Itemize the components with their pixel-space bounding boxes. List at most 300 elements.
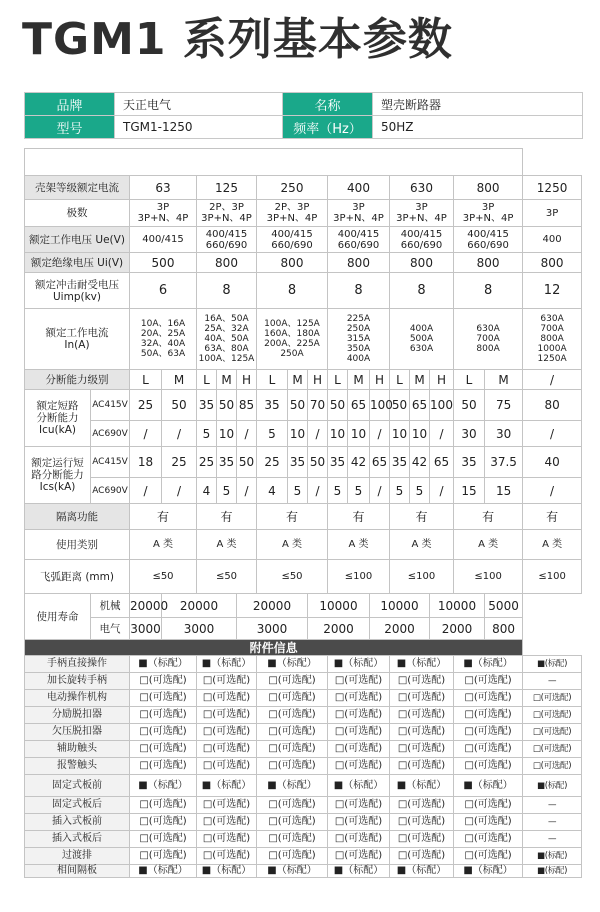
breaking-level-label: 分断能力级别 [25, 370, 130, 390]
cell-line: 3P [352, 202, 365, 213]
life-mech-value: 20000 [162, 594, 237, 618]
icu-ac415-value: 50 [328, 390, 348, 421]
accessory-value: ■（标配） [257, 775, 328, 797]
isolation-value: 有 [197, 504, 257, 530]
accessory-value: ■（标配） [454, 775, 523, 797]
accessory-value: □(可选配) [328, 741, 390, 758]
icu-ac690-row [25, 421, 582, 447]
in-row [25, 309, 582, 370]
cell-line: 800A [476, 344, 500, 354]
icu-ac690-value: 10 [328, 421, 348, 447]
icu-ac415-value: 35 [197, 390, 217, 421]
cell-line: 10A、16A [140, 319, 186, 329]
accessory-value: □(可选配) [130, 741, 197, 758]
cell-line: 20A、25A [140, 329, 186, 339]
category-value: A 类 [454, 530, 523, 560]
accessory-value: □(可选配) [328, 707, 390, 724]
ics-label [25, 447, 91, 504]
accessory-value: □(可选配) [328, 724, 390, 741]
brand-label: 品牌 [25, 93, 115, 116]
life-elec-value: 3000 [237, 618, 308, 640]
accessory-value: □(可选配) [130, 690, 197, 707]
accessory-value: ■（标配） [257, 865, 328, 878]
accessory-value: □(可选配) [257, 848, 328, 865]
icu-ac415-value: 35 [257, 390, 288, 421]
model-label: 型号 [25, 116, 115, 139]
cell-line: 225A [346, 314, 371, 324]
cell-line: 660/690 [337, 239, 380, 251]
ics-ac690-value: 5 [410, 478, 430, 504]
accessory-value: — [523, 797, 582, 814]
cell-line: 3P [415, 202, 428, 213]
cell-line: 1250A [537, 354, 567, 364]
accessory-value: □(可选配) [197, 724, 257, 741]
accessory-value: □(可选配) [197, 741, 257, 758]
ui-row [25, 253, 582, 273]
cell-line: 100A、125A [264, 319, 320, 329]
cell-line: 3P+N、4P [462, 213, 514, 224]
breaking-level-value: / [523, 370, 582, 390]
cell-line: 25A、32A [204, 324, 249, 334]
uimp-label [25, 273, 130, 309]
icu-ac415-row [25, 390, 582, 421]
icu-ac415-value: 100 [430, 390, 454, 421]
cell-line: 63A、80A [204, 344, 249, 354]
ui-label: 额定绝缘电压 Ui(V) [25, 253, 130, 273]
accessory-label: 电动操作机构 [25, 690, 130, 707]
life-mech-value: 10000 [370, 594, 430, 618]
accessory-value: □(可选配) [523, 724, 582, 741]
icu-ac690-value: / [162, 421, 197, 447]
breaking-level-value: H [237, 370, 257, 390]
accessory-value: □(可选配) [390, 758, 454, 775]
ue-value [328, 227, 390, 253]
accessory-row [25, 707, 582, 724]
frame-current-row [25, 176, 582, 200]
frame-value: 400 [328, 176, 390, 200]
cell-line: 3P [545, 207, 559, 219]
accessory-row [25, 865, 582, 878]
isolation-label: 隔离功能 [25, 504, 130, 530]
cell-line: 700A [540, 324, 564, 334]
life-elec-row [25, 618, 582, 640]
accessory-label: 插入式板前 [25, 814, 130, 831]
name-label: 名称 [283, 93, 373, 116]
ui-value: 800 [197, 253, 257, 273]
accessory-header-row [25, 640, 582, 656]
poles-value [523, 200, 582, 227]
isolation-value: 有 [390, 504, 454, 530]
accessory-value: □(可选配) [328, 797, 390, 814]
accessory-row [25, 656, 582, 673]
accessory-row [25, 741, 582, 758]
accessory-value: ■（标配） [328, 775, 390, 797]
breaking-level-value: H [308, 370, 328, 390]
isolation-value: 有 [523, 504, 582, 530]
frequency-value: 50HZ [373, 116, 583, 139]
cell-line: Ics(kA) [39, 481, 76, 493]
icu-ac415-value: 75 [485, 390, 523, 421]
cell-line: 400/415 [467, 228, 509, 240]
accessory-value: □(可选配) [523, 758, 582, 775]
cell-line: 3P+N、4P [266, 213, 318, 224]
accessory-row [25, 724, 582, 741]
accessory-value: □(可选配) [454, 797, 523, 814]
blank-row [25, 149, 582, 176]
accessory-value: □(可选配) [454, 848, 523, 865]
model-value: TGM1-1250 [115, 116, 283, 139]
in-value [328, 309, 390, 370]
cell-line: 660/690 [205, 239, 248, 251]
cell-line: 250A [346, 324, 371, 334]
ue-value [197, 227, 257, 253]
accessory-value: ■（标配） [390, 865, 454, 878]
category-value: A 类 [523, 530, 582, 560]
uimp-value: 8 [328, 273, 390, 309]
cell-line: In(A) [64, 339, 90, 351]
cell-line: 额定短路 [36, 400, 79, 412]
accessory-value: — [523, 831, 582, 848]
icu-ac690-value: / [237, 421, 257, 447]
frame-value: 800 [454, 176, 523, 200]
info-row [25, 93, 583, 116]
life-mech-value: 10000 [430, 594, 485, 618]
in-value [257, 309, 328, 370]
ui-value: 800 [454, 253, 523, 273]
accessory-value: ■（标配） [390, 656, 454, 673]
poles-value [197, 200, 257, 227]
icu-ac690-label: AC690V [91, 421, 130, 447]
accessory-value: ■（标配） [454, 865, 523, 878]
cell-line: 630A [540, 314, 564, 324]
life-elec-value: 2000 [430, 618, 485, 640]
ics-ac415-value: 35 [288, 447, 308, 478]
cell-line: 3P+N、4P [201, 213, 252, 224]
breaking-level-value: L [454, 370, 485, 390]
isolation-value: 有 [130, 504, 197, 530]
cell-line: 660/690 [467, 239, 509, 251]
cell-line: 50A、63A [140, 349, 186, 359]
isolation-row [25, 504, 582, 530]
in-value [390, 309, 454, 370]
icu-ac690-value: 10 [288, 421, 308, 447]
accessory-value: ■（标配） [130, 865, 197, 878]
arc-label: 飞弧距离 (mm) [25, 560, 130, 594]
icu-ac690-value: / [308, 421, 328, 447]
accessory-value: □(可选配) [328, 814, 390, 831]
icu-ac690-value: 10 [390, 421, 410, 447]
accessory-row [25, 673, 582, 690]
accessory-value: — [523, 673, 582, 690]
accessory-value: □(可选配) [454, 690, 523, 707]
cell-line: 660/690 [271, 239, 313, 251]
in-label [25, 309, 130, 370]
life-elec-value: 2000 [308, 618, 370, 640]
icu-ac415-value: 25 [130, 390, 162, 421]
cell-line: 3P [481, 202, 495, 213]
accessory-value: □(可选配) [328, 848, 390, 865]
cell-line: 2P、3P [274, 202, 310, 213]
ics-ac690-value: 5 [217, 478, 237, 504]
accessory-label: 插入式板后 [25, 831, 130, 848]
accessory-value: □(可选配) [130, 673, 197, 690]
breaking-level-value: M [410, 370, 430, 390]
accessory-value: □(可选配) [197, 707, 257, 724]
cell-line: 100A、125A [198, 354, 255, 364]
ics-ac415-value: 35 [217, 447, 237, 478]
accessory-value: — [523, 814, 582, 831]
accessory-value: □(可选配) [257, 673, 328, 690]
cell-line: 32A、40A [140, 339, 186, 349]
cell-line: Icu(kA) [39, 424, 76, 436]
accessory-row [25, 775, 582, 797]
in-value [454, 309, 523, 370]
arc-value: ≤100 [328, 560, 390, 594]
cell-line: 350A [346, 344, 371, 354]
accessory-value: ■（标配） [454, 656, 523, 673]
accessory-value: □(可选配) [257, 814, 328, 831]
breaking-level-value: L [390, 370, 410, 390]
icu-ac690-value: / [523, 421, 582, 447]
life-elec-value: 3000 [162, 618, 237, 640]
accessory-value: □(可选配) [197, 814, 257, 831]
ics-ac415-value: 50 [237, 447, 257, 478]
life-mech-value: 20000 [130, 594, 162, 618]
icu-ac690-value: 10 [348, 421, 370, 447]
ics-ac415-value: 37.5 [485, 447, 523, 478]
breaking-level-value: M [162, 370, 197, 390]
ics-ac690-value: / [523, 478, 582, 504]
icu-ac415-value: 50 [390, 390, 410, 421]
uimp-value: 8 [197, 273, 257, 309]
ics-ac415-value: 25 [162, 447, 197, 478]
ue-value [130, 227, 197, 253]
cell-line: 额定工作电流 [45, 327, 109, 339]
icu-ac690-value: 5 [257, 421, 288, 447]
accessory-value: □(可选配) [328, 673, 390, 690]
uimp-row [25, 273, 582, 309]
icu-ac415-value: 50 [288, 390, 308, 421]
poles-value [257, 200, 328, 227]
ics-ac690-value: / [308, 478, 328, 504]
accessory-label: 固定式板前 [25, 775, 130, 797]
ics-ac415-value: 25 [257, 447, 288, 478]
accessory-value: □(可选配) [130, 848, 197, 865]
ue-value [454, 227, 523, 253]
frame-value: 250 [257, 176, 328, 200]
icu-label [25, 390, 91, 447]
cell-line: 400/415 [271, 228, 313, 240]
cell-line: 660/690 [400, 239, 443, 251]
accessory-label: 过渡排 [25, 848, 130, 865]
accessory-value: □(可选配) [257, 797, 328, 814]
isolation-value: 有 [454, 504, 523, 530]
frequency-label: 频率（Hz） [283, 116, 373, 139]
life-elec-value: 2000 [370, 618, 430, 640]
breaking-level-value: M [485, 370, 523, 390]
life-mech-label: 机械 [91, 594, 130, 618]
icu-ac690-value: 30 [454, 421, 485, 447]
ics-ac415-value: 50 [308, 447, 328, 478]
category-value: A 类 [328, 530, 390, 560]
life-label: 使用寿命 [25, 594, 91, 640]
cell-line: 2P、3P [209, 202, 244, 213]
poles-label: 极数 [25, 200, 130, 227]
cell-line: 400 [542, 234, 562, 245]
cell-line: 1000A [537, 344, 567, 354]
ics-ac415-value: 18 [130, 447, 162, 478]
cell-line: 3P+N、4P [137, 213, 189, 224]
cell-line: 630A [476, 324, 500, 334]
accessory-value: □(可选配) [257, 690, 328, 707]
ics-ac690-value: / [430, 478, 454, 504]
cell-line: 400/415 [337, 228, 380, 240]
breaking-level-value: L [197, 370, 217, 390]
ics-ac415-value: 35 [454, 447, 485, 478]
breaking-level-value: H [430, 370, 454, 390]
ics-ac415-value: 65 [370, 447, 390, 478]
ics-ac415-value: 42 [410, 447, 430, 478]
frame-value: 630 [390, 176, 454, 200]
ics-ac690-value: 5 [390, 478, 410, 504]
accessory-value: □(可选配) [130, 814, 197, 831]
poles-value [328, 200, 390, 227]
accessory-value: □(可选配) [257, 707, 328, 724]
arc-value: ≤100 [523, 560, 582, 594]
icu-ac415-value: 70 [308, 390, 328, 421]
life-mech-value: 5000 [485, 594, 523, 618]
info-row [25, 116, 583, 139]
blank-cell [25, 149, 523, 176]
accessory-value: □(可选配) [130, 724, 197, 741]
poles-value [390, 200, 454, 227]
cell-line: 315A [346, 334, 371, 344]
life-mech-row [25, 594, 582, 618]
in-value [130, 309, 197, 370]
ics-ac690-value: 4 [257, 478, 288, 504]
cell-line: 额定运行短 [31, 457, 84, 469]
cell-line: 250A [280, 349, 304, 359]
cell-line: 500A [409, 334, 434, 344]
frame-value: 1250 [523, 176, 582, 200]
accessory-value: ■（标配） [197, 656, 257, 673]
accessory-value: ■(标配) [523, 656, 582, 673]
icu-ac415-value: 50 [454, 390, 485, 421]
poles-row [25, 200, 582, 227]
page-title: TGM1 系列基本参数 [22, 14, 453, 65]
product-info-table [24, 92, 583, 139]
ui-value: 500 [130, 253, 197, 273]
accessory-value: ■（标配） [130, 775, 197, 797]
ui-value: 800 [257, 253, 328, 273]
accessory-value: ■(标配) [523, 775, 582, 797]
accessory-value: ■（标配） [328, 656, 390, 673]
icu-ac690-value: / [370, 421, 390, 447]
breaking-level-value: M [217, 370, 237, 390]
ics-ac415-value: 35 [390, 447, 410, 478]
cell-line: 400/415 [142, 234, 184, 245]
accessory-value: □(可选配) [390, 707, 454, 724]
poles-value [130, 200, 197, 227]
accessory-row [25, 690, 582, 707]
ics-ac690-value: / [370, 478, 390, 504]
icu-ac690-value: / [130, 421, 162, 447]
category-value: A 类 [197, 530, 257, 560]
cell-line: 40A、50A [204, 334, 249, 344]
cell-line: 额定冲击耐受电压 [35, 278, 119, 291]
life-elec-value: 800 [485, 618, 523, 640]
accessory-value: □(可选配) [197, 831, 257, 848]
ics-ac415-value: 65 [430, 447, 454, 478]
category-value: A 类 [390, 530, 454, 560]
icu-ac690-value: / [430, 421, 454, 447]
accessory-value: □(可选配) [328, 831, 390, 848]
parameter-table [24, 148, 582, 878]
cell-line: 200A、225A [264, 339, 320, 349]
cell-line: 路分断能力 [31, 469, 84, 481]
frame-value: 63 [130, 176, 197, 200]
ui-value: 800 [328, 253, 390, 273]
accessory-label: 加长旋转手柄 [25, 673, 130, 690]
accessory-value: □(可选配) [454, 707, 523, 724]
accessory-row [25, 814, 582, 831]
accessory-label: 报警触头 [25, 758, 130, 775]
accessory-value: □(可选配) [130, 758, 197, 775]
breaking-level-value: M [288, 370, 308, 390]
ue-row [25, 227, 582, 253]
cell-line: 16A、50A [204, 314, 249, 324]
cell-line: 630A [409, 344, 434, 354]
accessory-value: □(可选配) [454, 741, 523, 758]
life-elec-label: 电气 [91, 618, 130, 640]
cell-line: 800A [540, 334, 564, 344]
arc-value: ≤100 [390, 560, 454, 594]
icu-ac415-value: 65 [410, 390, 430, 421]
accessory-value: □(可选配) [197, 690, 257, 707]
accessory-value: □(可选配) [390, 814, 454, 831]
category-value: A 类 [257, 530, 328, 560]
ics-ac690-row [25, 478, 582, 504]
cell-line: 700A [476, 334, 500, 344]
name-value: 塑壳断路器 [373, 93, 583, 116]
ics-ac415-value: 25 [197, 447, 217, 478]
cell-line: 3P+N、4P [396, 213, 447, 224]
icu-ac690-value: 10 [410, 421, 430, 447]
isolation-value: 有 [328, 504, 390, 530]
accessory-value: ■（标配） [130, 656, 197, 673]
ui-value: 800 [523, 253, 582, 273]
accessory-value: ■(标配) [523, 848, 582, 865]
accessory-value: □(可选配) [257, 758, 328, 775]
accessory-value: □(可选配) [197, 848, 257, 865]
ics-ac415-row [25, 447, 582, 478]
ics-ac690-value: 5 [348, 478, 370, 504]
accessory-value: □(可选配) [390, 673, 454, 690]
accessory-value: □(可选配) [390, 831, 454, 848]
ui-value: 800 [390, 253, 454, 273]
icu-ac415-value: 80 [523, 390, 582, 421]
category-row [25, 530, 582, 560]
accessory-value: □(可选配) [454, 831, 523, 848]
accessory-value: □(可选配) [390, 741, 454, 758]
icu-ac415-value: 65 [348, 390, 370, 421]
icu-ac415-value: 85 [237, 390, 257, 421]
cell-line: 3P+N、4P [333, 213, 384, 224]
accessory-value: □(可选配) [390, 797, 454, 814]
accessory-label: 欠压脱扣器 [25, 724, 130, 741]
ue-label: 额定工作电压 Ue(V) [25, 227, 130, 253]
accessory-value: □(可选配) [328, 690, 390, 707]
